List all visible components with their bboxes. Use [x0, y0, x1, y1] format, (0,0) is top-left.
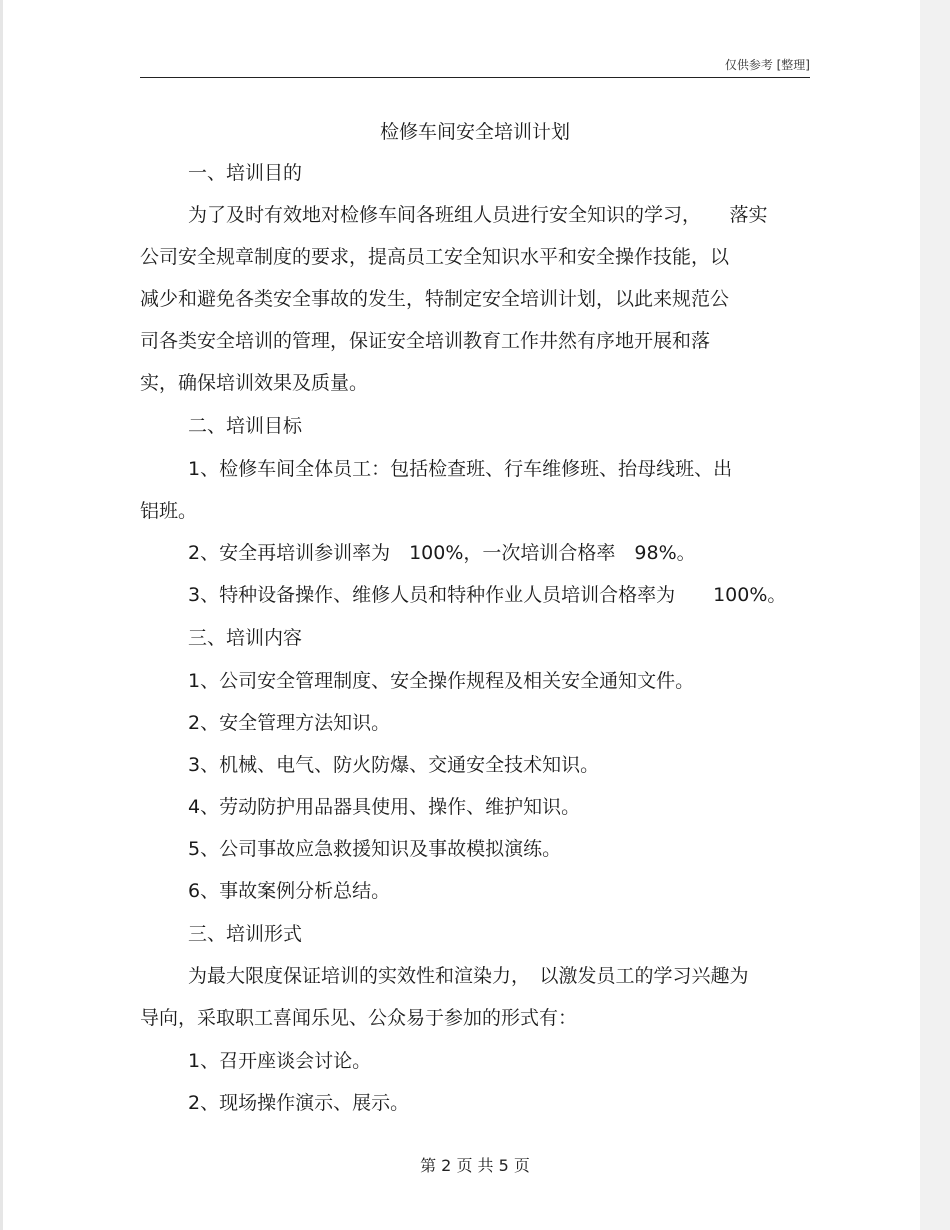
purpose-line: 公司安全规章制度的要求，提高员工安全知识水平和安全操作技能，以	[140, 246, 730, 268]
target-list	[140, 448, 810, 616]
purpose-line: 为了及时有效地对检修车间各班组人员进行安全知识的学习， 落实	[188, 204, 768, 226]
target-heading: 二、培训目标	[188, 415, 303, 437]
purpose-line: 减少和避免各类安全事故的发生，特制定安全培训计划，以此来规范公	[140, 288, 730, 310]
content-item: 4、劳动防护用品器具使用、操作、维护知识。	[188, 796, 581, 818]
target-item: 1、检修车间全体员工：包括检查班、行车维修班、抬母线班、出	[188, 458, 733, 480]
content-item: 3、机械、电气、防火防爆、交通安全技术知识。	[188, 754, 600, 776]
purpose-paragraph	[140, 194, 810, 404]
form-heading: 三、培训形式	[188, 923, 303, 945]
form-list	[140, 1040, 810, 1124]
target-item: 2、安全再培训参训率为 100%，一次培训合格率 98%。	[188, 542, 696, 564]
form-intro-line: 导向，采取职工喜闻乐见、公众易于参加的形式有：	[140, 1007, 578, 1029]
purpose-line: 司各类安全培训的管理，保证安全培训教育工作井然有序地开展和落	[140, 330, 711, 352]
content-heading: 三、培训内容	[188, 627, 303, 649]
target-item: 3、特种设备操作、维修人员和特种作业人员培训合格率为 100%。	[188, 584, 787, 606]
form-item: 1、召开座谈会讨论。	[188, 1050, 372, 1072]
page-right-margin	[920, 0, 950, 1230]
header-divider	[140, 77, 810, 78]
content-item: 1、公司安全管理制度、安全操作规程及相关安全通知文件。	[188, 670, 695, 692]
purpose-line: 实，确保培训效果及质量。	[140, 372, 369, 394]
header-note: 仅供参考 [整理]	[724, 58, 810, 72]
document-title: 检修车间安全培训计划	[379, 121, 570, 143]
page-number: 第 2 页 共 5 页	[420, 1156, 530, 1175]
form-intro-line: 为最大限度保证培训的实效性和渲染力， 以激发员工的学习兴趣为	[188, 965, 749, 987]
form-item: 2、现场操作演示、展示。	[188, 1092, 410, 1114]
content-item: 5、公司事故应急救援知识及事故模拟演练。	[188, 838, 562, 860]
content-list	[140, 660, 810, 912]
page-left-edge	[0, 0, 3, 1230]
target-item: 铝班。	[140, 500, 198, 522]
content-item: 6、事故案例分析总结。	[188, 880, 391, 902]
purpose-heading: 一、培训目的	[188, 162, 303, 184]
content-item: 2、安全管理方法知识。	[188, 712, 391, 734]
form-intro	[140, 955, 810, 1039]
